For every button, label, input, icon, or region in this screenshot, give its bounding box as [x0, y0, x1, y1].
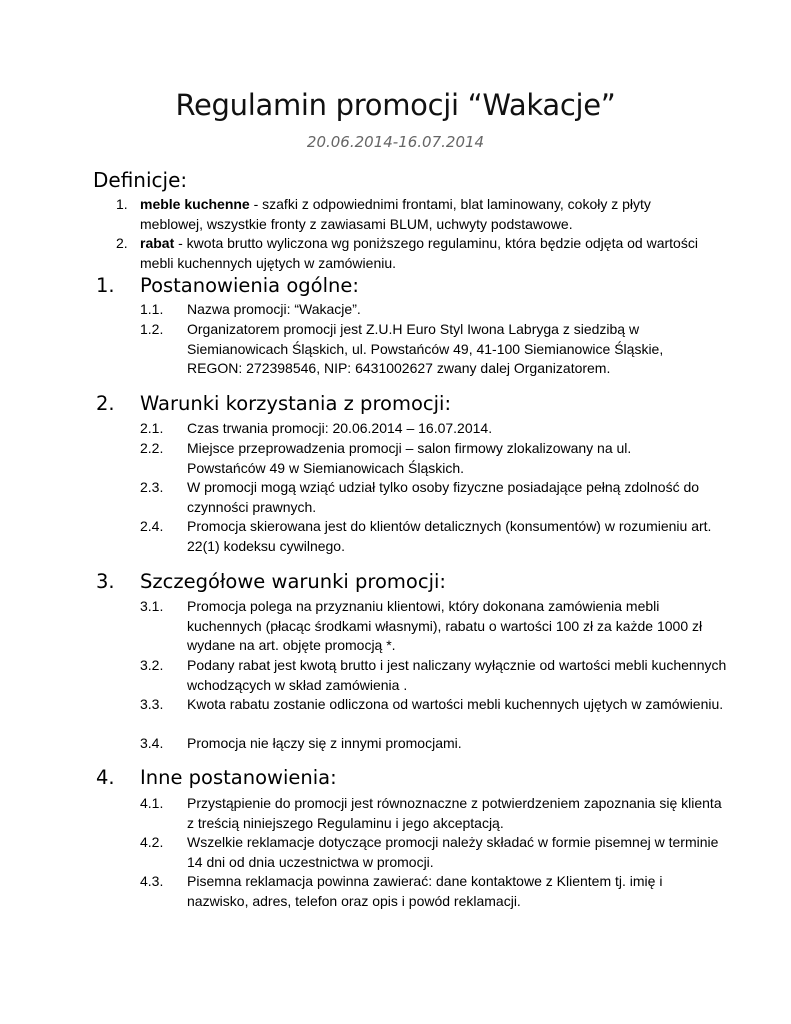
item-text: Podany rabat jest kwotą brutto i jest naliczany wyłącznie od wartości mebli kuchennych wchodzących w skład zamówienia . — [187, 657, 727, 693]
section-number: 4. — [96, 766, 115, 789]
section-title: Warunki korzystania z promocji: — [140, 392, 452, 415]
definition-number: 1. — [116, 196, 128, 212]
definition-term: meble kuchenne — [140, 196, 250, 212]
item-number: 3.4. — [140, 735, 164, 751]
item-number: 1.1. — [140, 301, 164, 317]
definition-description: - szafki z odpowiednimi frontami, blat laminowany, cokoły z płyty meblowej, wszystkie fronty z zawiasami BLUM, uchwyty podstawowe. — [140, 196, 651, 232]
definitions-heading: Definicje: — [93, 168, 188, 192]
section-title: Inne postanowienia: — [140, 766, 337, 789]
section-number: 2. — [96, 392, 115, 415]
section-number: 1. — [96, 274, 115, 297]
definition-text — [140, 234, 700, 273]
item-text: Organizatorem promocji jest Z.U.H Euro Styl Iwona Labryga z siedzibą w Siemianowicach Śląskich, ul. Powstańców 49, 41-100 Siemianowice Śląskie, REGON: 272398546, NIP: 6431002627 zwany dalej Organizatorem. — [187, 321, 664, 376]
item-number: 2.4. — [140, 518, 164, 534]
promotion-dates: 20.06.2014-16.07.2014 — [306, 133, 485, 151]
item-text: Promocja skierowana jest do klientów detalicznych (konsumentów) w rozumieniu art. 22(1) kodeksu cywilnego. — [187, 518, 712, 554]
section-title: Postanowienia ogólne: — [140, 274, 359, 297]
item-text: Promocja nie łączy się z innymi promocjami. — [187, 735, 462, 751]
item-number: 3.3. — [140, 696, 164, 712]
item-number: 2.1. — [140, 420, 164, 436]
item-number: 2.2. — [140, 440, 164, 456]
item-text: Pisemna reklamacja powinna zawierać: dane kontaktowe z Klientem tj. imię i nazwisko, adres, telefon oraz opis i powód reklamacji. — [187, 873, 663, 909]
definition-number: 2. — [116, 235, 128, 251]
document-title: Regulamin promocji “Wakacje” — [175, 88, 616, 122]
item-number: 1.2. — [140, 321, 164, 337]
item-text: W promocji mogą wziąć udział tylko osoby fizyczne posiadające pełną zdolność do czynności prawnych. — [187, 479, 700, 515]
definition-text — [140, 195, 700, 234]
item-text: Przystąpienie do promocji jest równoznaczne z potwierdzeniem zapoznania się klienta z treścią niniejszego Regulaminu i jego akceptacją. — [187, 795, 722, 831]
item-number: 2.3. — [140, 479, 164, 495]
item-text: Czas trwania promocji: 20.06.2014 – 16.07.2014. — [187, 420, 493, 436]
item-number: 3.1. — [140, 598, 164, 614]
section-number: 3. — [96, 570, 115, 593]
definition-description: - kwota brutto wyliczona wg poniższego regulaminu, która będzie odjęta od wartości mebli kuchennych ujętych w zamówieniu. — [140, 235, 698, 271]
definition-term: rabat — [140, 235, 175, 251]
item-number: 4.3. — [140, 873, 164, 889]
item-text: Kwota rabatu zostanie odliczona od wartości mebli kuchennych ujętych w zamówieniu. — [187, 696, 724, 712]
item-number: 3.2. — [140, 657, 164, 673]
item-text: Wszelkie reklamacje dotyczące promocji należy składać w formie pisemnej w terminie 14 dni od dnia uczestnictwa w promocji. — [187, 834, 719, 870]
item-number: 4.1. — [140, 795, 164, 811]
section-title: Szczegółowe warunki promocji: — [140, 570, 446, 593]
item-text: Miejsce przeprowadzenia promocji – salon firmowy zlokalizowany na ul. Powstańców 49 w Siemianowicach Śląskich. — [187, 440, 632, 476]
item-text: Promocja polega na przyznaniu klientowi, który dokonana zamówienia mebli kuchennych (płacąc środkami własnymi), rabatu o wartości 100 zł za każde 1000 zł wydane na art. objęte promocją *. — [187, 598, 703, 653]
item-text: Nazwa promocji: “Wakacje”. — [187, 301, 361, 317]
item-number: 4.2. — [140, 834, 164, 850]
